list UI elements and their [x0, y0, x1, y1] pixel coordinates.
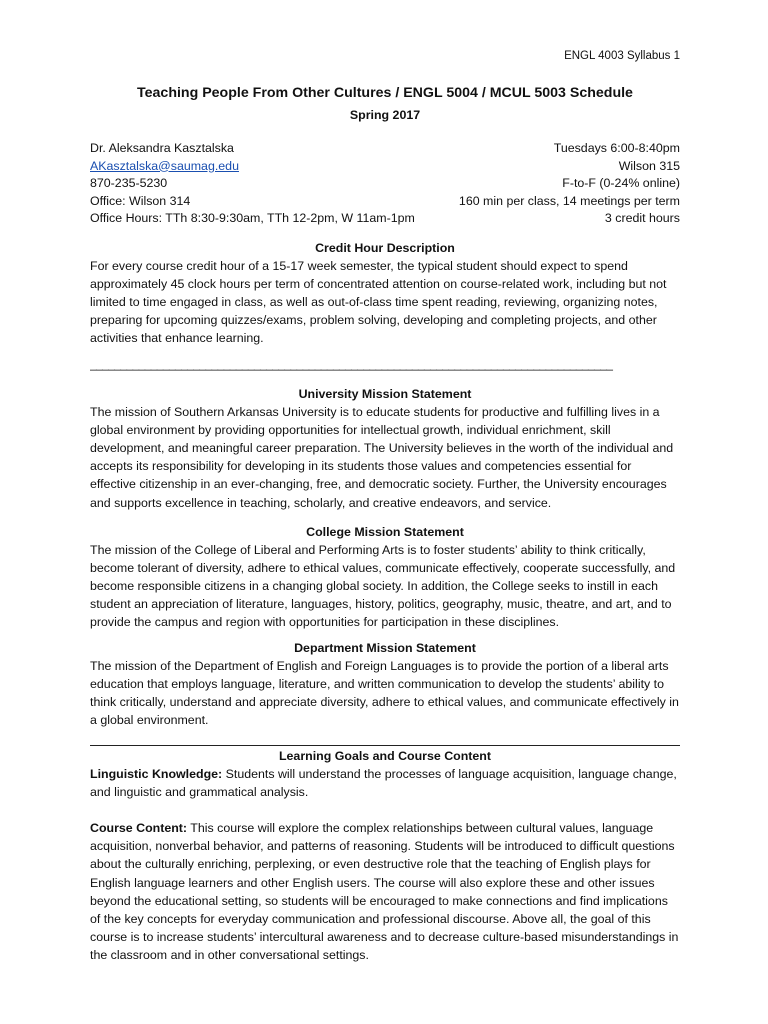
info-row [90, 192, 680, 210]
college-mission-section [90, 523, 680, 632]
instructor-phone: 870-235-5230 [90, 176, 168, 191]
delivery-mode: F-to-F (0-24% online) [562, 176, 680, 191]
info-row [90, 174, 680, 192]
department-mission-section [90, 639, 680, 729]
instructor-office: Office: Wilson 314 [90, 193, 191, 208]
document-subtitle: Spring 2017 [349, 108, 421, 122]
instructor-name: Dr. Aleksandra Kasztalska [90, 141, 234, 155]
section-text: The mission of Southern Arkansas University is to educate students for productive and fulfilling lives in a global environment by providing opportunities for intellectual growth, individual enrichment, skill development, and meaningful career preparation. The University believes in the worth of the individual and accepts its responsibility for developing in its students those values and competencies essential for effective citizenship in an ever-changing, free, and democratic society. Further, the University encourages and supports excellence in teaching, scholarly, and creative endeavors, and service. [90, 405, 674, 510]
section-heading: Learning Goals and Course Content [278, 749, 492, 763]
section-heading: Credit Hour Description [315, 241, 455, 255]
class-time: Tuesdays 6:00-8:40pm [553, 141, 680, 155]
course-content-label: Course Content: [90, 821, 188, 836]
course-content-text: This course will explore the complex relationships between cultural values, language acquisition, nonverbal behavior, and patterns of reasoning. Students will be introduced to difficult questions about the culturally enriching, perplexing, or even destructive role that the teaching of English plays for English language learners and other English users. The course will also explore these and other issues beyond the educational setting, so students will be encouraged to make connections and find implications of the key concepts for everyday communication and professional discourse. Above all, the goal of this course is to increase students’ intercultural awareness and to decrease culture-based misunderstandings in the classroom and in other conversational settings. [90, 821, 679, 962]
class-room: Wilson 315 [618, 158, 680, 173]
linguistic-knowledge-text: Students will understand the processes of language acquisition, language change, and linguistic and grammatical analysis. [90, 767, 677, 800]
horizontal-rule [90, 745, 680, 746]
section-text: The mission of the College of Liberal and Performing Arts is to foster students’ ability to think critically, become tolerant of diversity, adhere to ethical values, communicate effectively, cooperate successfully, and become responsible citizens in a changing global society. In addition, the College seeks to instill in each student an appreciation of literature, languages, history, politics, geography, music, theatre, and art, and to provide the campus and region with opportunities for participation in these disciplines. [90, 543, 676, 630]
credit-hour-section [90, 239, 680, 348]
instructor-email-link[interactable]: AKasztalska@saumag.edu [90, 158, 239, 173]
linguistic-knowledge-label: Linguistic Knowledge: [90, 767, 223, 782]
running-head: ENGL 4003 Syllabus 1 [564, 50, 680, 62]
learning-goals-section [90, 747, 680, 964]
meeting-info: 160 min per class, 14 meetings per term [458, 193, 680, 208]
section-text: For every course credit hour of a 15-17 week semester, the typical student should expect to spend approximately 45 clock hours per term of concentrated attention on course-related work, including but not limited to time engaged in class, as well as out-of-class time spent reading, reviewing, organizing notes, preparing for upcoming quizzes/exams, problem solving, developing and completing projects, and other activities that enhance learning. [90, 259, 667, 346]
section-heading: Department Mission Statement [294, 641, 476, 655]
course-info-block [90, 139, 680, 227]
course-content-paragraph [90, 819, 680, 964]
info-row [90, 139, 680, 157]
info-row [90, 157, 680, 175]
section-heading: College Mission Statement [306, 525, 464, 539]
info-row [90, 209, 680, 227]
section-heading: University Mission Statement [298, 387, 472, 401]
university-mission-section [90, 385, 680, 512]
credit-hours: 3 credit hours [604, 211, 680, 226]
linguistic-knowledge-paragraph [90, 765, 680, 801]
section-text: The mission of the Department of English and Foreign Languages is to provide the portion of a liberal arts education that employs language, literature, and written communication to develop the students’ ability to think critically, understand and appreciate diversity, adhere to ethical values, and communicate effectively in a global environment. [90, 659, 679, 728]
divider-line: ______________________________________________________________________________________ [90, 357, 613, 371]
office-hours: Office Hours: TTh 8:30-9:30am, TTh 12-2pm, W 11am-1pm [90, 211, 415, 226]
document-title: Teaching People From Other Cultures / ENGL 5004 / MCUL 5003 Schedule [137, 85, 633, 101]
